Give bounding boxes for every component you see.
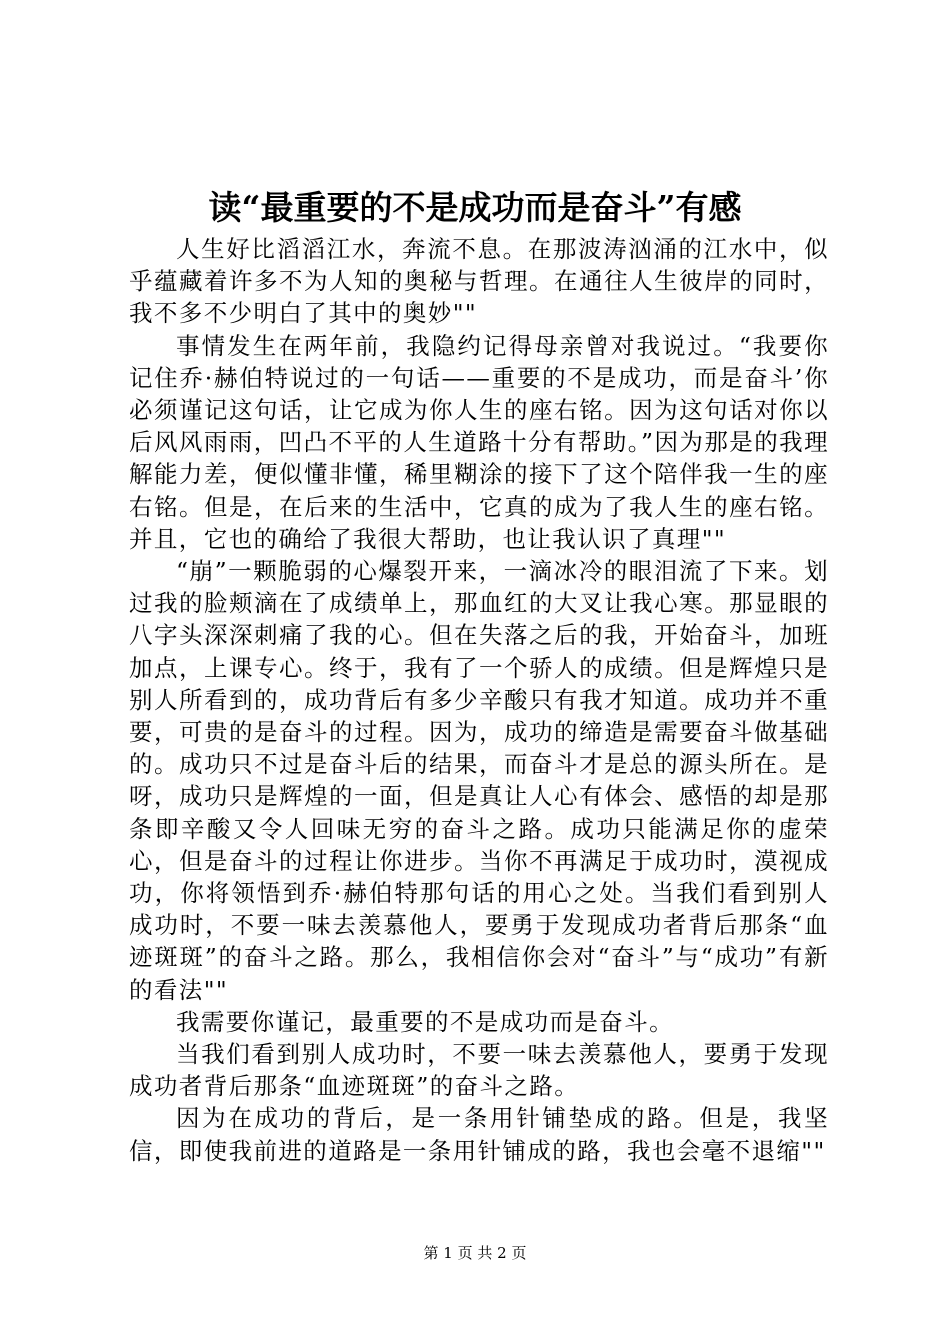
document-title: 读“最重要的不是成功而是奋斗”有感 [208, 188, 742, 227]
paragraph-3: “崩”一颗脆弱的心爆裂开来，一滴冰冷的眼泪流了下来。划过我的脸颊滴在了成绩单上，那血红的大叉让我心寒。那显眼的八字头深深刺痛了我的心。但在失落之后的我，开始奋斗，加班加点，上课专心。终于，我有了一个骄人的成绩。但是辉煌只是别人所看到的，成功背后有多少辛酸只有我才知道。成功并不重要，可贵的是奋斗的过程。因为，成功的缔造是需要奋斗做基础的。成功只不过是奋斗后的结果，而奋斗才是总的源头所在。是呀，成功只是辉煌的一面，但是真让人心有体会、感悟的却是那条即辛酸又令人回味无穷的奋斗之路。成功只能满足你的虚荣心，但是奋斗的过程让你进步。当你不再满足于成功时，漠视成功，你将领悟到乔·赫伯特那句话的用心之处。当我们看到别人成功时，不要一味去羡慕他人，要勇于发现成功者背后那条“血迹斑斑”的奋斗之路。那么，我相信你会对“奋斗”与“成功”有新的看法"" [129, 557, 829, 1004]
document-body [129, 233, 829, 1167]
paragraph-4: 我需要你谨记，最重要的不是成功而是奋斗。 [176, 1007, 674, 1036]
paragraph-5: 当我们看到别人成功时，不要一味去羡慕他人，要勇于发现成功者背后那条“血迹斑斑”的奋斗之路。 [129, 1040, 829, 1101]
paragraph-1: 人生好比滔滔江水，奔流不息。在那波涛汹涌的江水中，似乎蕴藏着许多不为人知的奥秘与哲理。在通往人生彼岸的同时，我不多不少明白了其中的奥妙"" [129, 235, 829, 328]
page-footer: 第 1 页 共 2 页 [423, 1244, 527, 1262]
paragraph-2: 事情发生在两年前，我隐约记得母亲曾对我说过。“我要你记住乔·赫伯特说过的一句话——重要的不是成功，而是奋斗’你必须谨记这句话，让它成为你人生的座右铭。因为这句话对你以后风风雨雨，凹凸不平的人生道路十分有帮助。”因为那是的我理解能力差，便似懂非懂，稀里糊涂的接下了这个陪伴我一生的座右铭。但是，在后来的生活中，它真的成为了我人生的座右铭。并且，它也的确给了我很大帮助，也让我认识了真理"" [129, 331, 829, 553]
paragraph-6: 因为在成功的背后，是一条用针铺垫成的路。但是，我坚信，即使我前进的道路是一条用针铺成的路，我也会毫不退缩"" [129, 1104, 829, 1165]
